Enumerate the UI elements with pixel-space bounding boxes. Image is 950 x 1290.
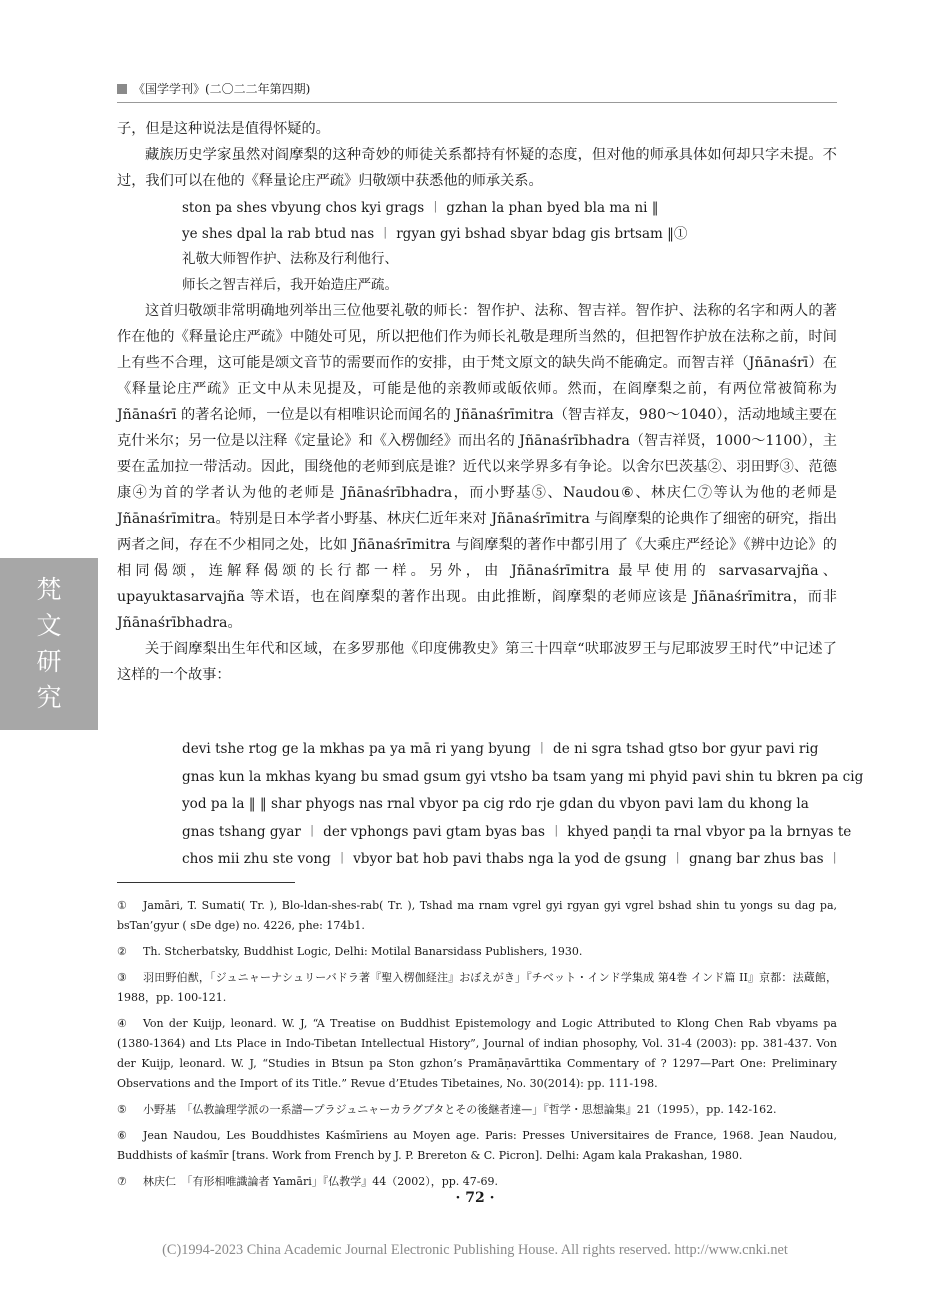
footnote-number: ①	[117, 899, 127, 912]
footnote	[117, 1100, 837, 1120]
footnote-number: ②	[117, 945, 127, 958]
verse-block-1	[182, 196, 822, 298]
tibetan-line: chos mii zhu ste vong ︱ vbyor bat hob pavi thabs nga la yod de gsung ︱ gnang bar zhus bas ︱	[182, 851, 842, 867]
footnote	[117, 968, 837, 1008]
verse-line: ston pa shes vbyung chos kyi grags ︱ gzhan la phan byed bla ma ni ‖	[182, 200, 659, 216]
header-square-icon	[117, 84, 127, 94]
footnote	[117, 1172, 837, 1192]
tibetan-line: devi tshe rtog ge la mkhas pa ya mā ri yang byung ︱ de ni sgra tshad gtso bor gyur pavi rig	[182, 741, 819, 757]
footnote	[117, 1014, 837, 1094]
header-rule	[117, 102, 837, 103]
footnote	[117, 896, 837, 936]
footnote-text: 小野基 「仏教論理学派の一系譜—プラジュニャーカラグプタとその後継者達—」『哲学・思想論集』21（1995），pp. 142-162.	[143, 1103, 777, 1116]
footnote	[117, 942, 837, 962]
footnote-text: 林庆仁 「有形相唯識論者 Yamāri」『仏教学』44（2002），pp. 47-69.	[143, 1175, 499, 1188]
side-tab-char: 文	[36, 611, 62, 640]
footnote-number: ④	[117, 1017, 127, 1030]
paragraph-2: 这首归敬颂非常明确地列举出三位他要礼敬的师长：智作护、法称、智吉祥。智作护、法称的名字和两人的著作在他的《释量论庄严疏》中随处可见，所以把他们作为师长礼敬是理所当然的，但把智作护放在法称之前，时间上有些不合理，这可能是颂文音节的需要而作的安排，由于梵文原文的缺失尚不能确定。而智吉祥（Jñānaśrī）在《释量论庄严疏》正文中从未见提及，可能是他的亲教师或皈依师。然而，在阎摩梨之前，有两位常被简称为 Jñānaśrī 的著名论师，一位是以有相唯识论而闻名的 Jñānaśrīmitra（智吉祥友，980～1040），活动地域主要在克什米尔；另一位是以注释《定量论》和《入楞伽经》而出名的 Jñānaśrībhadra（智吉祥贤，1000～1100），主要在孟加拉一带活动。因此，围绕他的老师到底是谁？近代以来学界多有争论。以舍尔巴茨基②、羽田野③、范德康④为首的学者认为他的老师是 Jñānaśrībhadra，而小野基⑤、Naudou⑥、林庆仁⑦等认为他的老师是 Jñānaśrīmitra。特别是日本学者小野基、林庆仁近年来对 Jñānaśrīmitra 与阎摩梨的论典作了细密的研究，指出两者之间，存在不少相同之处，比如 Jñānaśrīmitra 与阎摩梨的著作中都引用了《大乘庄严经论》《辨中边论》的相同偈颂，连解释偈颂的长行都一样。另外，由 Jñānaśrīmitra 最早使用的 sarvasarvajña、upayuktasarvajña 等术语，也在阎摩梨的著作出现。由此推断，阎摩梨的老师应该是 Jñānaśrīmitra，而非 Jñānaśrībhadra。	[117, 303, 837, 631]
journal-title: 《国学学刊》(二〇二二年第四期)	[133, 82, 311, 96]
side-tab-char: 研	[36, 647, 62, 676]
paragraph-3: 关于阎摩梨出生年代和区域，在多罗那他《印度佛教史》第三十四章“吠耶波罗王与尼耶波罗王时代”中记述了这样的一个故事：	[117, 641, 837, 683]
footnote-number: ⑦	[117, 1175, 127, 1188]
paragraph-1: 藏族历史学家虽然对阎摩梨的这种奇妙的师徒关系都持有怀疑的态度，但对他的师承具体如何却只字未提。不过，我们可以在他的《释量论庄严疏》归敬颂中获悉他的师承关系。	[117, 147, 837, 189]
text-block-main	[117, 298, 837, 688]
footnote-text: Th. Stcherbatsky, Buddhist Logic, Delhi: Motilal Banarsidass Publishers, 1930.	[143, 945, 583, 958]
footnote	[117, 1126, 837, 1166]
tibetan-line: yod pa la ‖ ‖ shar phyogs nas rnal vbyor pa cig rdo rje gdan du vbyon pavi lam du khong la	[182, 796, 809, 812]
footnote-number: ⑤	[117, 1103, 127, 1116]
footnote-number: ⑥	[117, 1129, 127, 1142]
footnote-number: ③	[117, 971, 127, 984]
running-header	[117, 80, 310, 97]
footnote-text: Jamāri, T. Sumati( Tr. ), Blo-ldan-shes-rab( Tr. ), Tshad ma rnam vgrel gyi rgyan gyi vgrel bshad shin tu yongs su dag pa, bsTan’gyur ( sDe dge) no. 4226, phe: 174b1.	[117, 899, 837, 932]
tibetan-line: gnas tshang gyar ︱ der vphongs pavi gtam byas bas ︱ khyed paṇḍi ta rnal vbyor pa la brnyas te	[182, 823, 852, 840]
paragraph-0: 子，但是这种说法是值得怀疑的。	[117, 121, 330, 137]
verse-line: 礼敬大师智作护、法称及行利他行、	[182, 251, 398, 267]
verse-block-2	[182, 736, 864, 874]
footnote-text: Jean Naudou, Les Bouddhistes Kaśmīriens au Moyen age. Paris: Presses Universitaires de France, 1968. Jean Naudou, Buddhists of kaśmīr [trans. Work from French by J. P. Brereton & C. Picron]. Delhi: Agam kala Prakashan, 1980.	[117, 1129, 837, 1162]
side-tab-char: 究	[36, 683, 62, 712]
verse-line: 师长之智吉祥后，我开始造庄严疏。	[182, 276, 398, 293]
tibetan-line: gnas kun la mkhas kyang bu smad gsum gyi vtsho ba tsam yang mi phyid pavi shin tu bkren pa cig	[182, 768, 864, 785]
footnotes	[117, 896, 837, 1198]
verse-line: ye shes dpal la rab btud nas ︱ rgyan gyi bshad sbyar bdag gis brtsam ‖①	[182, 225, 688, 242]
page-number: · 72 ·	[455, 1190, 495, 1206]
section-side-tab	[0, 558, 98, 730]
footnote-rule	[117, 882, 295, 883]
side-tab-char: 梵	[36, 575, 62, 604]
footnote-text: Von der Kuijp, leonard. W. J, “A Treatise on Buddhist Epistemology and Logic Attributed to Klong Chen Rab vbyams pa (1380-1364) and Lts Place in Indo-Tibetan Intellectual History”, Journal of indian phosophy, Vol. 31-4 (2003): pp. 381-437. Von der Kuijp, leonard. W. J, “Studies in Btsun pa Ston gzhon’s Pramāṇavārttika Commentary of ? 1297—Part One: Preliminary Observations and the Import of its Title.” Revue d’Etudes Tibetaines, No. 30(2014): pp. 111-198.	[117, 1017, 837, 1090]
text-block-top	[117, 116, 837, 194]
footnote-text: 羽田野伯猷，「ジュニャーナシュリーバドラ著『聖入楞伽経注』おぼえがき」『チベット・インド学集成 第4巻 インド篇 II』京都：法蔵館，1988，pp. 100-121.	[117, 971, 837, 1004]
copyright-watermark: (C)1994-2023 China Academic Journal Electronic Publishing House. All rights reserved. http://www.cnki.net	[162, 1242, 788, 1258]
